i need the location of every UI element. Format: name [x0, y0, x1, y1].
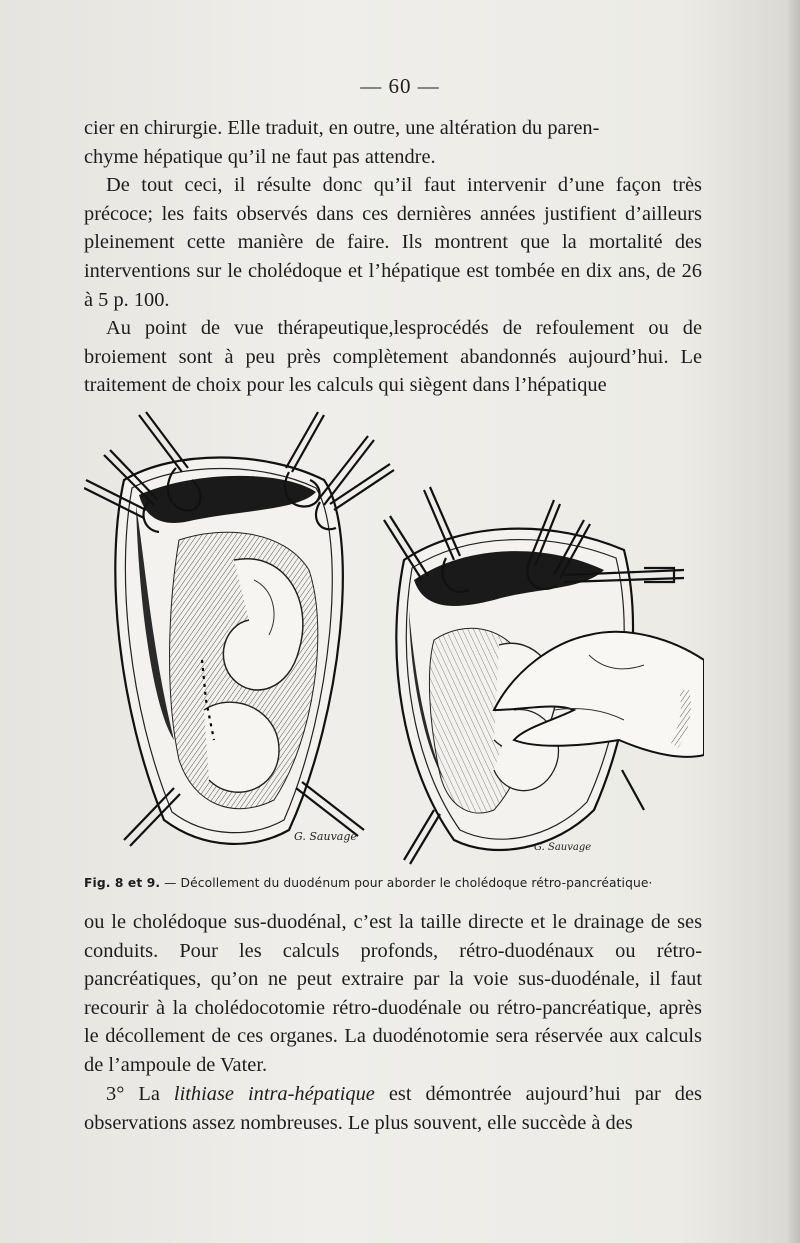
- paragraph-5-lead: 3° La: [106, 1083, 174, 1105]
- paragraph-continued: [84, 114, 702, 171]
- figure-caption: [84, 876, 724, 890]
- surgical-illustration: [84, 410, 704, 870]
- text-block-final: [84, 1080, 702, 1137]
- paragraph-5: [84, 1080, 702, 1137]
- page-number: — 60 —: [360, 74, 440, 98]
- page-edge-shadow: [786, 0, 800, 1243]
- figure-9-drawing: [384, 487, 704, 864]
- paragraph-5-italic: lithiase intra-hépatique: [173, 1083, 375, 1105]
- paragraph-5-rest: est démontrée aujourd’hui par des observations assez nombreuses. Le plus souvent, elle succède à des: [84, 1083, 702, 1134]
- signature-right: G. Sauvage: [534, 842, 592, 853]
- paragraph-3: Au point de vue thérapeutique,lesprocédés de refoulement ou de broiement sont à peu près complètement abandonnés aujourd’hui. Le traitement de choix pour les calculs qui siègent dans l’hépatique: [84, 317, 702, 397]
- caption-text: — Décollement du duodénum pour aborder le cholédoque rétro-pancréatique·: [160, 876, 653, 890]
- signature-left: G. Sauvage: [294, 830, 357, 843]
- line-2: chyme hépatique qu’il ne faut pas attendre.: [84, 145, 436, 168]
- text-block-bottom: [84, 908, 702, 1080]
- caption-fig-number: Fig. 8 et 9.: [84, 876, 161, 890]
- line-1: cier en chirurgie. Elle traduit, en outre, une altération du paren-: [84, 117, 600, 139]
- text-block-top: [84, 114, 702, 400]
- figure-8-drawing: [84, 412, 394, 846]
- paragraph-4: ou le cholédoque sus-duodénal, c’est la taille directe et le drainage de ses conduits. Pour les calculs profonds, rétro-duodénaux ou rétro-pancréatiques, qu’on ne peut extraire par la voie sus-duodénale, il faut recourir à la cholédocotomie rétro-duodénale ou rétro-pancréatique, après le décollement de ces organes. La duodénotomie sera réservée aux calculs de l’ampoule de Vater.: [84, 911, 702, 1076]
- paragraph-2: De tout ceci, il résulte donc qu’il faut intervenir d’une façon très précoce; les faits observés dans ces dernières années justifient d’ailleurs pleinement cette manière de faire. Ils montrent que la mortalité des interventions sur le cholédoque et l’hépatique est tombée en dix ans, de 26 à 5 p. 100.: [84, 174, 702, 311]
